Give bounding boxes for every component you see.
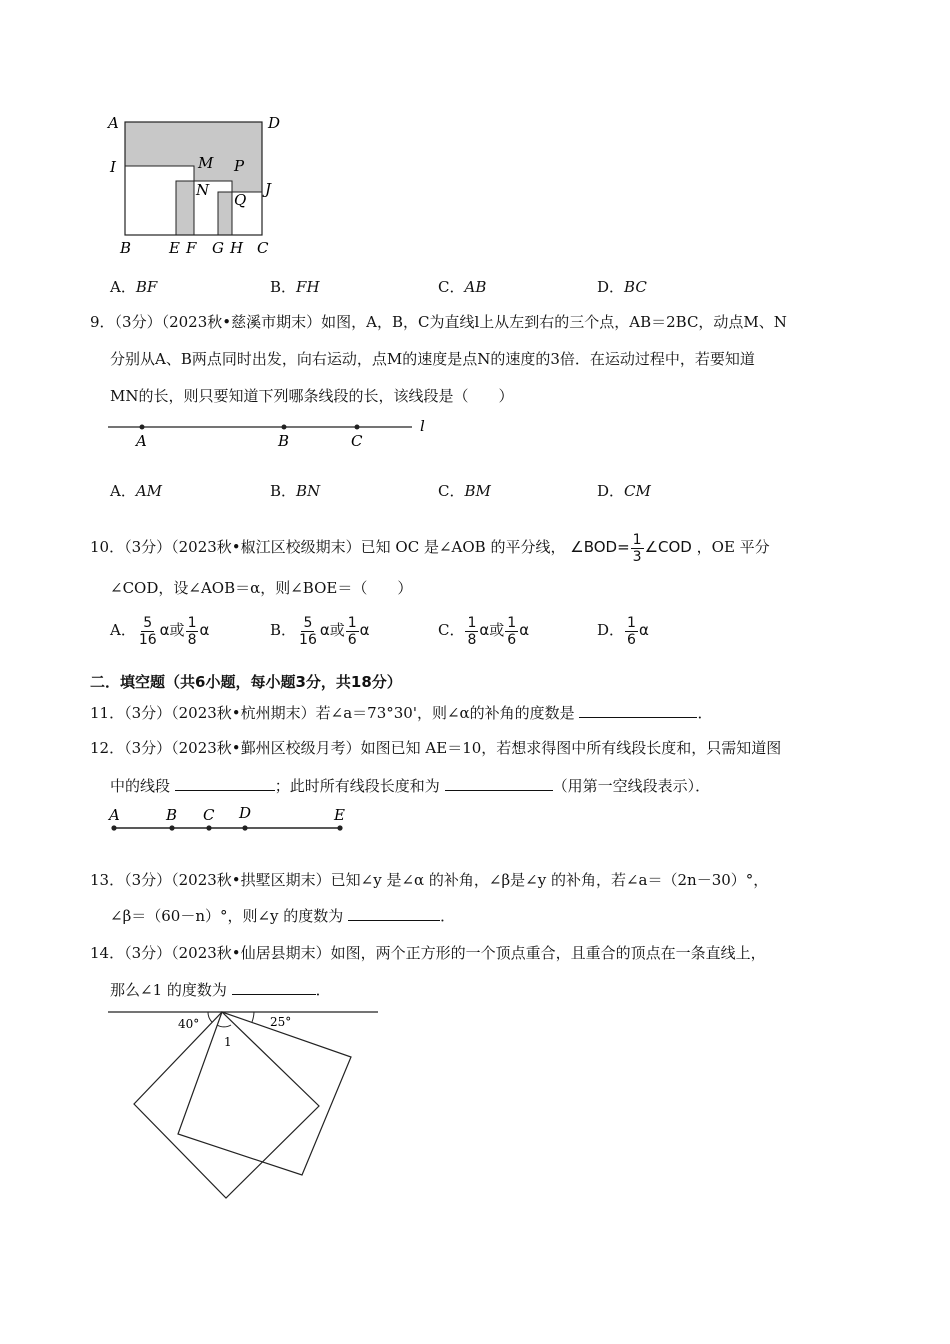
point-D	[242, 825, 247, 830]
label-C: C	[257, 239, 269, 257]
frac-denominator: 16	[299, 631, 317, 648]
q12-answer-blank-2[interactable]	[445, 776, 553, 791]
q13-line-2	[110, 905, 455, 927]
frac-numerator: 1	[187, 614, 197, 631]
q13-text-a: ∠β＝（60－n）°，则∠y 的度数为	[110, 907, 344, 925]
point-C	[355, 425, 360, 430]
label-A: A	[108, 114, 119, 132]
label-G: G	[212, 239, 224, 257]
point-B	[282, 425, 287, 430]
q9-line-3: MN的长，则只要知道下列哪条线段的长，该线段是（ ）	[110, 387, 514, 405]
figure-q14-squares	[100, 1005, 390, 1205]
option-fraction-2	[505, 615, 518, 648]
label-I: I	[110, 158, 116, 176]
option-end-text: α	[519, 621, 530, 639]
label-N: N	[196, 181, 210, 199]
arc-1	[217, 1025, 231, 1027]
q14-line-2	[110, 979, 331, 1001]
q10-option-d[interactable]	[597, 612, 649, 648]
label-M: M	[198, 154, 214, 172]
q13-end: ．	[440, 907, 456, 925]
option-text: AB	[464, 278, 487, 296]
q13-line-1: 13．（3分）（2023秋•拱墅区期末）已知∠y 是∠α 的补角，∠β是∠y 的补角，若∠a＝（2n－30）°，	[90, 871, 769, 889]
option-letter: D．	[597, 621, 625, 639]
point-A	[140, 425, 145, 430]
option-letter: A．	[110, 482, 136, 500]
option-mid-text: α或	[479, 621, 505, 639]
frac-numerator: 1	[627, 614, 636, 631]
q9-line-1: 9．（3分）（2023秋•慈溪市期末）如图，A，B，C为直线l上从左到右的三个点，AB＝2BC，动点M、N	[90, 313, 787, 331]
q9-option-b[interactable]	[270, 481, 320, 501]
figure-q12-segment	[100, 802, 360, 838]
q12-text-c: （用第一空线段表示）．	[552, 777, 711, 795]
frac-denominator: 3	[632, 548, 642, 565]
q12-line-2	[110, 775, 710, 797]
q11-answer-blank[interactable]	[579, 703, 697, 718]
label-E: E	[169, 239, 180, 257]
option-end-text: α	[638, 621, 649, 639]
option-letter: C．	[438, 621, 465, 639]
frac-denominator: 6	[347, 631, 357, 648]
frac-numerator: 5	[303, 614, 313, 631]
q10-line-2: ∠COD，设∠AOB＝α，则∠BOE＝（ ）	[110, 579, 413, 597]
q12-text-a: 中的线段	[110, 777, 171, 795]
arc-25	[252, 1012, 254, 1022]
q9-option-d[interactable]	[597, 481, 651, 501]
label-C: C	[351, 432, 363, 450]
q9-option-c[interactable]	[438, 481, 491, 501]
option-mid-text: α或	[159, 621, 185, 639]
q10-suffix: ，OE 平分	[696, 538, 770, 556]
q9-option-a[interactable]	[110, 481, 162, 501]
frac-denominator: 6	[627, 631, 636, 648]
label-angle-1: 1	[224, 1035, 232, 1049]
option-end-text: α	[359, 621, 370, 639]
point-A	[111, 825, 116, 830]
label-C: C	[203, 806, 215, 824]
label-A: A	[136, 432, 147, 450]
q10-line-1	[90, 527, 770, 567]
option-fraction-1	[465, 615, 478, 648]
option-text: BN	[296, 482, 321, 500]
frac-denominator: 8	[187, 631, 197, 648]
q11-text: 11．（3分）（2023秋•杭州期末）若∠a＝73°30'，则∠α的补角的度数是	[90, 704, 575, 722]
figure-q8-rectangles	[100, 108, 300, 260]
label-l: l	[420, 417, 425, 435]
option-letter: A．	[110, 621, 136, 639]
label-E: E	[334, 806, 345, 824]
shaded-bar-gh	[218, 192, 232, 235]
label-P: P	[234, 157, 245, 175]
figure-q9-number-line	[100, 414, 440, 454]
frac-numerator: 1	[507, 614, 517, 631]
q14-line-1: 14．（3分）（2023秋•仙居县期末）如图，两个正方形的一个顶点重合，且重合的顶点在一条直线上，	[90, 944, 766, 962]
square-right	[178, 1012, 351, 1175]
option-letter: B．	[270, 482, 297, 500]
frac-numerator: 5	[143, 614, 153, 631]
option-fraction-1	[297, 615, 319, 648]
label-Q: Q	[234, 191, 247, 209]
option-text: FH	[296, 278, 320, 296]
q11-end: ．	[697, 704, 713, 722]
frac-denominator: 16	[138, 631, 157, 648]
label-A: A	[109, 806, 120, 824]
option-letter: D．	[597, 278, 625, 296]
q9-line-2: 分别从A、B两点同时出发，向右运动，点M的速度是点N的速度的3倍．在运动过程中，若要知道	[110, 350, 755, 368]
label-H: H	[230, 239, 244, 257]
label-40-degrees: 40°	[178, 1017, 200, 1031]
label-J: J	[265, 180, 272, 198]
option-end-text: α	[199, 621, 210, 639]
q10-option-c[interactable]	[438, 612, 529, 648]
q8-option-d[interactable]	[597, 277, 647, 297]
option-text: BC	[624, 278, 647, 296]
q8-option-c[interactable]	[438, 277, 486, 297]
label-25-degrees: 25°	[270, 1015, 292, 1029]
q10-option-b[interactable]	[270, 612, 370, 648]
q12-text-b: ；此时所有线段长度和为	[274, 777, 440, 795]
q14-answer-blank[interactable]	[232, 980, 316, 995]
label-F: F	[186, 239, 197, 257]
frac-numerator: 1	[632, 531, 642, 548]
q10-angle-left: ∠BOD=	[570, 538, 630, 556]
option-letter: C．	[438, 278, 465, 296]
frac-denominator: 6	[507, 631, 517, 648]
option-fraction-1	[137, 615, 159, 648]
q10-option-a[interactable]	[110, 612, 209, 648]
q13-answer-blank[interactable]	[348, 906, 440, 921]
label-D: D	[239, 804, 252, 822]
label-D: D	[268, 114, 281, 132]
point-C	[206, 825, 211, 830]
q14-text-a: 那么∠1 的度数为	[110, 981, 227, 999]
point-E	[337, 825, 342, 830]
frac-numerator: 1	[467, 614, 477, 631]
q12-line-1: 12．（3分）（2023秋•鄞州区校级月考）如图已知 AE＝10，若想求得图中所有线段长度和，只需知道图	[90, 739, 782, 757]
q8-option-a[interactable]	[110, 277, 157, 297]
option-text: CM	[624, 482, 651, 500]
option-letter: D．	[597, 482, 625, 500]
section-2-heading: 二．填空题（共6小题，每小题3分，共18分）	[90, 673, 402, 691]
shaded-bar-ef	[176, 181, 194, 235]
option-letter: A．	[110, 278, 136, 296]
q14-end: ．	[315, 981, 331, 999]
arc-40	[208, 1012, 212, 1022]
q10-fraction	[631, 532, 644, 565]
label-B: B	[120, 239, 132, 257]
q12-answer-blank-1[interactable]	[175, 776, 275, 791]
q11-line	[90, 702, 712, 724]
option-fraction-1	[625, 615, 638, 648]
q10-prefix: 10．（3分）（2023秋•椒江区校级期末）已知 OC 是∠AOB 的平分线，	[90, 538, 566, 556]
option-letter: B．	[270, 278, 297, 296]
option-letter: C．	[438, 482, 465, 500]
label-B: B	[278, 432, 290, 450]
option-fraction-2	[186, 615, 199, 648]
q8-option-b[interactable]	[270, 277, 320, 297]
point-B	[169, 825, 174, 830]
frac-numerator: 1	[347, 614, 357, 631]
q10-angle-right: ∠COD	[644, 538, 692, 556]
option-text: BF	[135, 278, 158, 296]
frac-denominator: 8	[467, 631, 477, 648]
label-B: B	[166, 806, 178, 824]
option-text: AM	[135, 482, 163, 500]
option-text: BM	[464, 482, 491, 500]
option-letter: B．	[270, 621, 297, 639]
option-mid-text: α或	[319, 621, 345, 639]
option-fraction-2	[346, 615, 359, 648]
